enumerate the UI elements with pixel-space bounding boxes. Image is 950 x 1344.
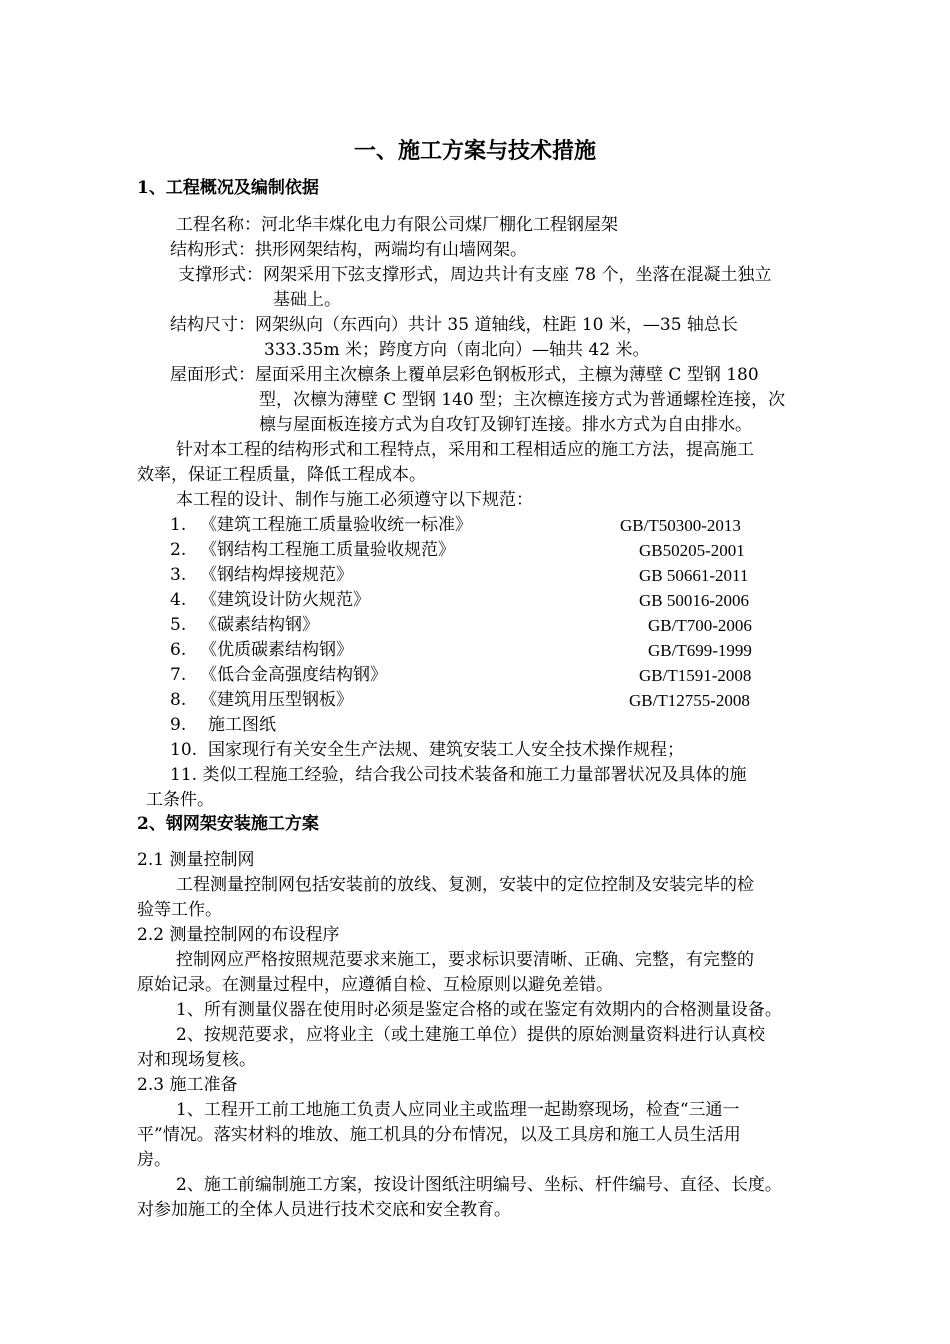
norm-code: GB/T12755-2008 <box>629 691 750 710</box>
paragraph-line: 工程测量控制网包括安装前的放线、复测，安装中的定位控制及安装完毕的检 <box>176 875 754 895</box>
support-line-1: 支撑形式：网架采用下弦支撑形式，周边共计有支座 78 个，坐落在混凝土独立 <box>178 265 772 285</box>
intro-line-1: 针对本工程的结构形式和工程特点，采用和工程相适应的施工方法，提高施工 <box>176 440 754 460</box>
roof-line-1: 屋面形式：屋面采用主次檩条上覆单层彩色钢板形式，主檩为薄壁 C 型钢 180 <box>170 365 759 385</box>
norm-name: 国家现行有关安全生产法规、建筑安装工人安全技术操作规程； <box>208 740 684 760</box>
norm-number: 4. <box>170 590 187 610</box>
section-heading-1: 1、工程概况及编制依据 <box>137 178 319 198</box>
paragraph-line: 2、施工前编制施工方案，按设计图纸注明编号、坐标、杆件编号、直径、长度。 <box>176 1175 782 1195</box>
norm-number: 2. <box>170 540 187 560</box>
paragraph-line: 验等工作。 <box>137 900 222 920</box>
roof-line-2: 型，次檩为薄壁 C 型钢 140 型；主次檩连接方式为普通螺栓连接，次 <box>259 390 786 410</box>
norm-number: 3. <box>170 565 187 585</box>
norm-number: 1. <box>170 515 187 535</box>
norm-11-line-2: 工条件。 <box>146 790 214 810</box>
norm-code: GB 50661-2011 <box>639 566 749 585</box>
norm-code: GB/T50300-2013 <box>620 516 741 535</box>
size-line-2: 333.35m 米；跨度方向（南北向）—轴共 42 米。 <box>264 340 650 360</box>
size-line-1: 结构尺寸：网架纵向（东西向）共计 35 道轴线，柱距 10 米，—35 轴总长 <box>170 315 738 335</box>
norm-name: 《低合金高强度结构钢》 <box>200 665 387 685</box>
paragraph-line: 平”情况。落实材料的堆放、施工机具的分布情况，以及工具房和施工人员生活用 <box>137 1125 741 1145</box>
norm-name: 《钢结构焊接规范》 <box>200 565 353 585</box>
norm-number: 9. <box>170 715 187 735</box>
paragraph-line: 对参加施工的全体人员进行技术交底和安全教育。 <box>137 1200 511 1220</box>
subsection-heading-2-2: 2.2 测量控制网的布设程序 <box>137 925 340 945</box>
norms-lead: 本工程的设计、制作与施工必须遵守以下规范： <box>176 490 533 510</box>
section-heading-2: 2、钢网架安装施工方案 <box>137 814 319 834</box>
norm-name: 《钢结构工程施工质量验收规范》 <box>200 540 455 560</box>
norm-name: 施工图纸 <box>208 715 276 735</box>
norm-name: 《建筑工程施工质量验收统一标准》 <box>200 515 472 535</box>
norm-name: 《建筑用压型钢板》 <box>200 690 353 710</box>
norm-code: GB 50016-2006 <box>639 591 750 610</box>
norm-11-line-1: 11. 类似工程施工经验，结合我公司技术装备和施工力量部署状况及具体的施 <box>170 765 747 785</box>
norm-name: 《优质碳素结构钢》 <box>200 640 353 660</box>
support-line-2: 基础上。 <box>273 290 341 310</box>
norm-number: 6. <box>170 640 187 660</box>
paragraph-line: 1、工程开工前工地施工负责人应同业主或监理一起勘察现场，检查“三通一 <box>176 1100 740 1120</box>
subsection-heading-2-3: 2.3 施工准备 <box>137 1075 238 1095</box>
norm-number: 10. <box>170 740 198 760</box>
paragraph-line: 房。 <box>137 1150 171 1170</box>
norm-number: 5. <box>170 615 187 635</box>
paragraph-line: 2、按规范要求，应将业主（或土建施工单位）提供的原始测量资料进行认真校 <box>176 1025 765 1045</box>
norm-name: 《建筑设计防火规范》 <box>200 590 370 610</box>
paragraph-line: 控制网应严格按照规范要求来施工，要求标识要清晰、正确、完整，有完整的 <box>176 950 754 970</box>
roof-line-3: 檩与屋面板连接方式为自攻钉及铆钉连接。排水方式为自由排水。 <box>259 415 752 435</box>
norm-code: GB50205-2001 <box>639 541 745 560</box>
norm-code: GB/T1591-2008 <box>639 666 752 685</box>
paragraph-line: 对和现场复核。 <box>137 1050 256 1070</box>
norm-code: GB/T700-2006 <box>648 616 752 635</box>
page-title: 一、施工方案与技术措施 <box>353 138 596 164</box>
paragraph-line: 1、所有测量仪器在使用时必须是鉴定合格的或在鉴定有效期内的合格测量设备。 <box>176 1000 782 1020</box>
paragraph-line: 原始记录。在测量过程中，应遵循自检、互检原则以避免差错。 <box>137 975 613 995</box>
norm-number: 7. <box>170 665 187 685</box>
intro-line-2: 效率，保证工程质量，降低工程成本。 <box>137 465 426 485</box>
structure-line: 结构形式：拱形网架结构，两端均有山墙网架。 <box>170 240 527 260</box>
norm-code: GB/T699-1999 <box>648 641 752 660</box>
project-name-line: 工程名称：河北华丰煤化电力有限公司煤厂棚化工程钢屋架 <box>176 215 618 235</box>
norm-name: 《碳素结构钢》 <box>200 615 319 635</box>
subsection-heading-2-1: 2.1 测量控制网 <box>137 850 255 870</box>
norm-number: 8. <box>170 690 187 710</box>
